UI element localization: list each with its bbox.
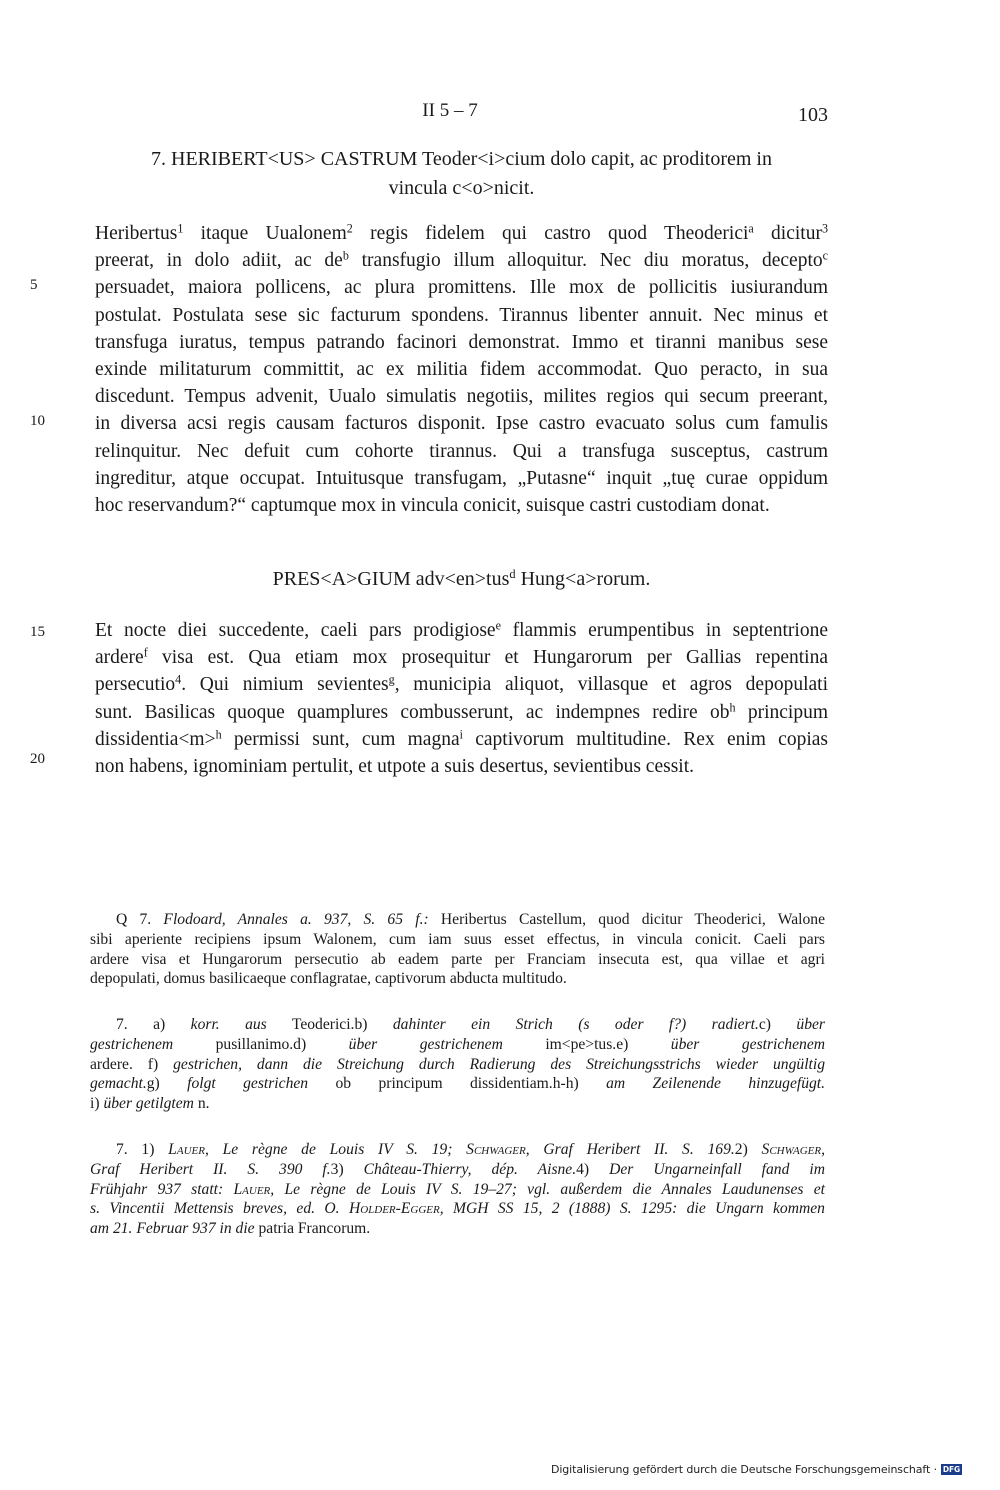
footnote-marker: f [143,645,148,660]
text-segment: preerat, in dolo adiit, ac de [95,250,343,272]
text-segment: Et nocte diei succedente, caeli pars prodigiose [95,620,496,641]
page-number: 103 [798,104,828,126]
text-segment: in diversa acsi regis causam facturos disponit. Ipse castro evacuato solus cum famulis [95,413,828,435]
heading-segment: PRES<A>GIUM adv<en>tus [272,568,510,590]
source-note [90,910,825,989]
text-segment: visa est. Qua etiam mox prosequitur et Hungarorum per Gallias repentina [147,647,828,669]
text-segment: captivorum multitudine. Rex enim copias [462,728,828,750]
commentary-line: 7. 1) Lauer, Le règne de Louis IV S. 19; Schwager, Graf Heribert II. S. 169.2) Schwager, [116,1141,825,1158]
text-segment: itaque Uualonem [183,223,347,244]
line-number: 10 [30,413,45,429]
text-segment: dissidentia<m> [95,728,216,750]
digitization-credit [551,1463,962,1476]
text-segment: hoc reservandum?“ captumque mox in vincula conicit, suisque castri custodiam donat. [95,494,770,516]
source-note-line: Q 7. Flodoard, Annales a. 937, S. 65 f.: Heribertus Castellum, quod dicitur Theoderici, Walone [116,911,825,928]
text-segment: ingreditur, atque occupat. Intuitusque transfugam, „Putasne“ inquit „tuę curae oppidum [95,467,828,489]
text-segment: non habens, ignominiam pertulit, et utpote a suis desertus, sevientibus cessit. [95,755,694,777]
apparatus-line: ardere. f) gestrichen, dann die Streichung durch Radierung des Streichungsstrichs wieder ungültig [90,1055,825,1073]
footnote-marker: b [342,248,349,263]
text-segment: regis fidelem qui castro quod Theoderici [352,223,749,244]
text-line [95,617,828,644]
footnote-marker: d [509,567,516,582]
text-line [95,383,828,410]
footnote-marker: 3 [821,221,829,236]
commentary-line: am 21. Februar 937 in die patria Francorum. [90,1220,371,1238]
text-line [95,671,828,698]
text-segment: dicitur [753,223,822,244]
text-line [95,329,828,356]
text-segment: Heribertus [95,223,178,244]
text-line [95,356,828,383]
chapter-heading-line-1: 7. HERIBERT<US> CASTRUM Teoder<i>cium dolo capit, ac proditorem in [151,148,772,170]
line-number: 5 [30,277,38,293]
credit-text: Digitalisierung gefördert durch die Deutsche Forschungsgemeinschaft · [550,1463,937,1476]
text-segment: sunt. Basilicas quoque quamplures combusserunt, ac indempnes redire ob [95,701,730,723]
main-text-paragraph-1 [95,220,828,519]
text-segment: transfuga iuratus, tempus patrando facinori demonstrat. Immo et tiranni manibus sese [95,331,828,353]
footnote-marker: e [495,618,501,633]
commentary-line: Frühjahr 937 statt: Lauer, Le règne de Louis IV S. 19–27; vgl. außerdem die Annales Laudunenses et [90,1180,825,1198]
line-number: 20 [30,751,45,767]
text-line [95,302,828,329]
chapter-heading [95,145,828,203]
text-line [95,410,828,437]
text-line [95,492,828,519]
commentary-line: Graf Heribert II. S. 390 f.3) Château-Thierry, dép. Aisne.4) Der Ungarneinfall fand im [90,1160,825,1178]
text-segment: relinquitur. Nec defuit cum cohorte tirannus. Qui a transfuga susceptus, castrum [95,440,828,462]
text-line [95,465,828,492]
text-line [95,274,828,301]
footnote-marker: 2 [346,221,353,236]
footnote-marker: i [459,727,463,742]
text-segment: . Qui nimium sevientes [181,674,389,696]
commentary-line: s. Vincentii Mettensis breves, ed. O. Holder-Egger, MGH SS 15, 2 (1888) S. 1295: die Ungarn kommen [90,1200,825,1218]
source-note-line: ardere visa et Hungarorum persecutio ab eadem parte per Franciam insecuta est, qua villae et agri [90,950,825,968]
text-segment: flammis erumpentibus in septentrione [500,620,828,641]
footnote-marker: c [822,248,828,263]
text-line [95,220,828,247]
footnote-marker: g [388,672,395,687]
apparatus-line: i) über getilgtem n. [90,1095,210,1113]
text-line [95,644,828,671]
commentary-notes [90,1140,825,1239]
text-segment: persuadet, maiora pollicens, ac plura promittens. Ille mox de pollicitis iusiurandum [95,277,828,299]
heading-segment: Hung<a>rorum. [515,568,651,590]
text-segment: discedunt. Tempus advenit, Uualo simulatis negotiis, milites regios qui secum preerant, [95,386,828,408]
line-number: 15 [30,624,45,640]
apparatus-line: 7. a) korr. aus Teoderici.b) dahinter ein Strich (s oder f?) radiert.c) über [116,1016,826,1033]
dfg-logo-icon: DFG [942,1465,961,1474]
text-line [95,247,828,274]
footnote-marker: h [215,727,222,742]
main-text-paragraph-2 [95,617,828,780]
text-segment: postulat. Postulata sese sic facturum spondens. Tirannus libenter annuit. Nec minus et [95,304,828,326]
section-heading [95,565,828,594]
footnote-marker: h [729,699,736,714]
text-segment: transfugio illum alloquitur. Nec diu moratus, decepto [348,250,823,272]
running-head: II 5 – 7 [422,100,478,121]
source-note-line: sibi aperiente recipiens ipsum Walonem, cum iam suus esset effectus, in vincula conicit. Caeli pars [90,930,825,948]
critical-apparatus [90,1015,825,1114]
footnote-marker: 4 [175,672,182,687]
text-segment: ardere [95,647,144,669]
text-line [95,699,828,726]
text-line [95,726,828,753]
source-note-line: depopulati, domus basilicaeque conflagratae, captivorum abducta multitudo. [90,970,567,988]
text-line [95,438,828,465]
apparatus-line: gestrichenem pusillanimo.d) über gestrichenem im<pe>tus.e) über gestrichenem [90,1035,825,1053]
footnote-marker: a [748,221,754,236]
text-segment: permissi sunt, cum magna [221,728,460,750]
text-segment: exinde militaturum committit, ac ex militia fidem accommodat. Quo peracto, in sua [95,358,828,380]
text-segment: principum [735,701,828,723]
chapter-heading-line-2: vincula c<o>nicit. [388,177,535,199]
text-line [95,753,828,780]
text-segment: persecutio [95,674,176,696]
text-segment: , municipia aliquot, villasque et agros depopulati [394,674,828,696]
apparatus-line: gemacht.g) folgt gestrichen ob principum dissidentiam.h-h) am Zeilenende hinzugefügt. [90,1075,826,1093]
footnote-marker: 1 [177,221,184,236]
